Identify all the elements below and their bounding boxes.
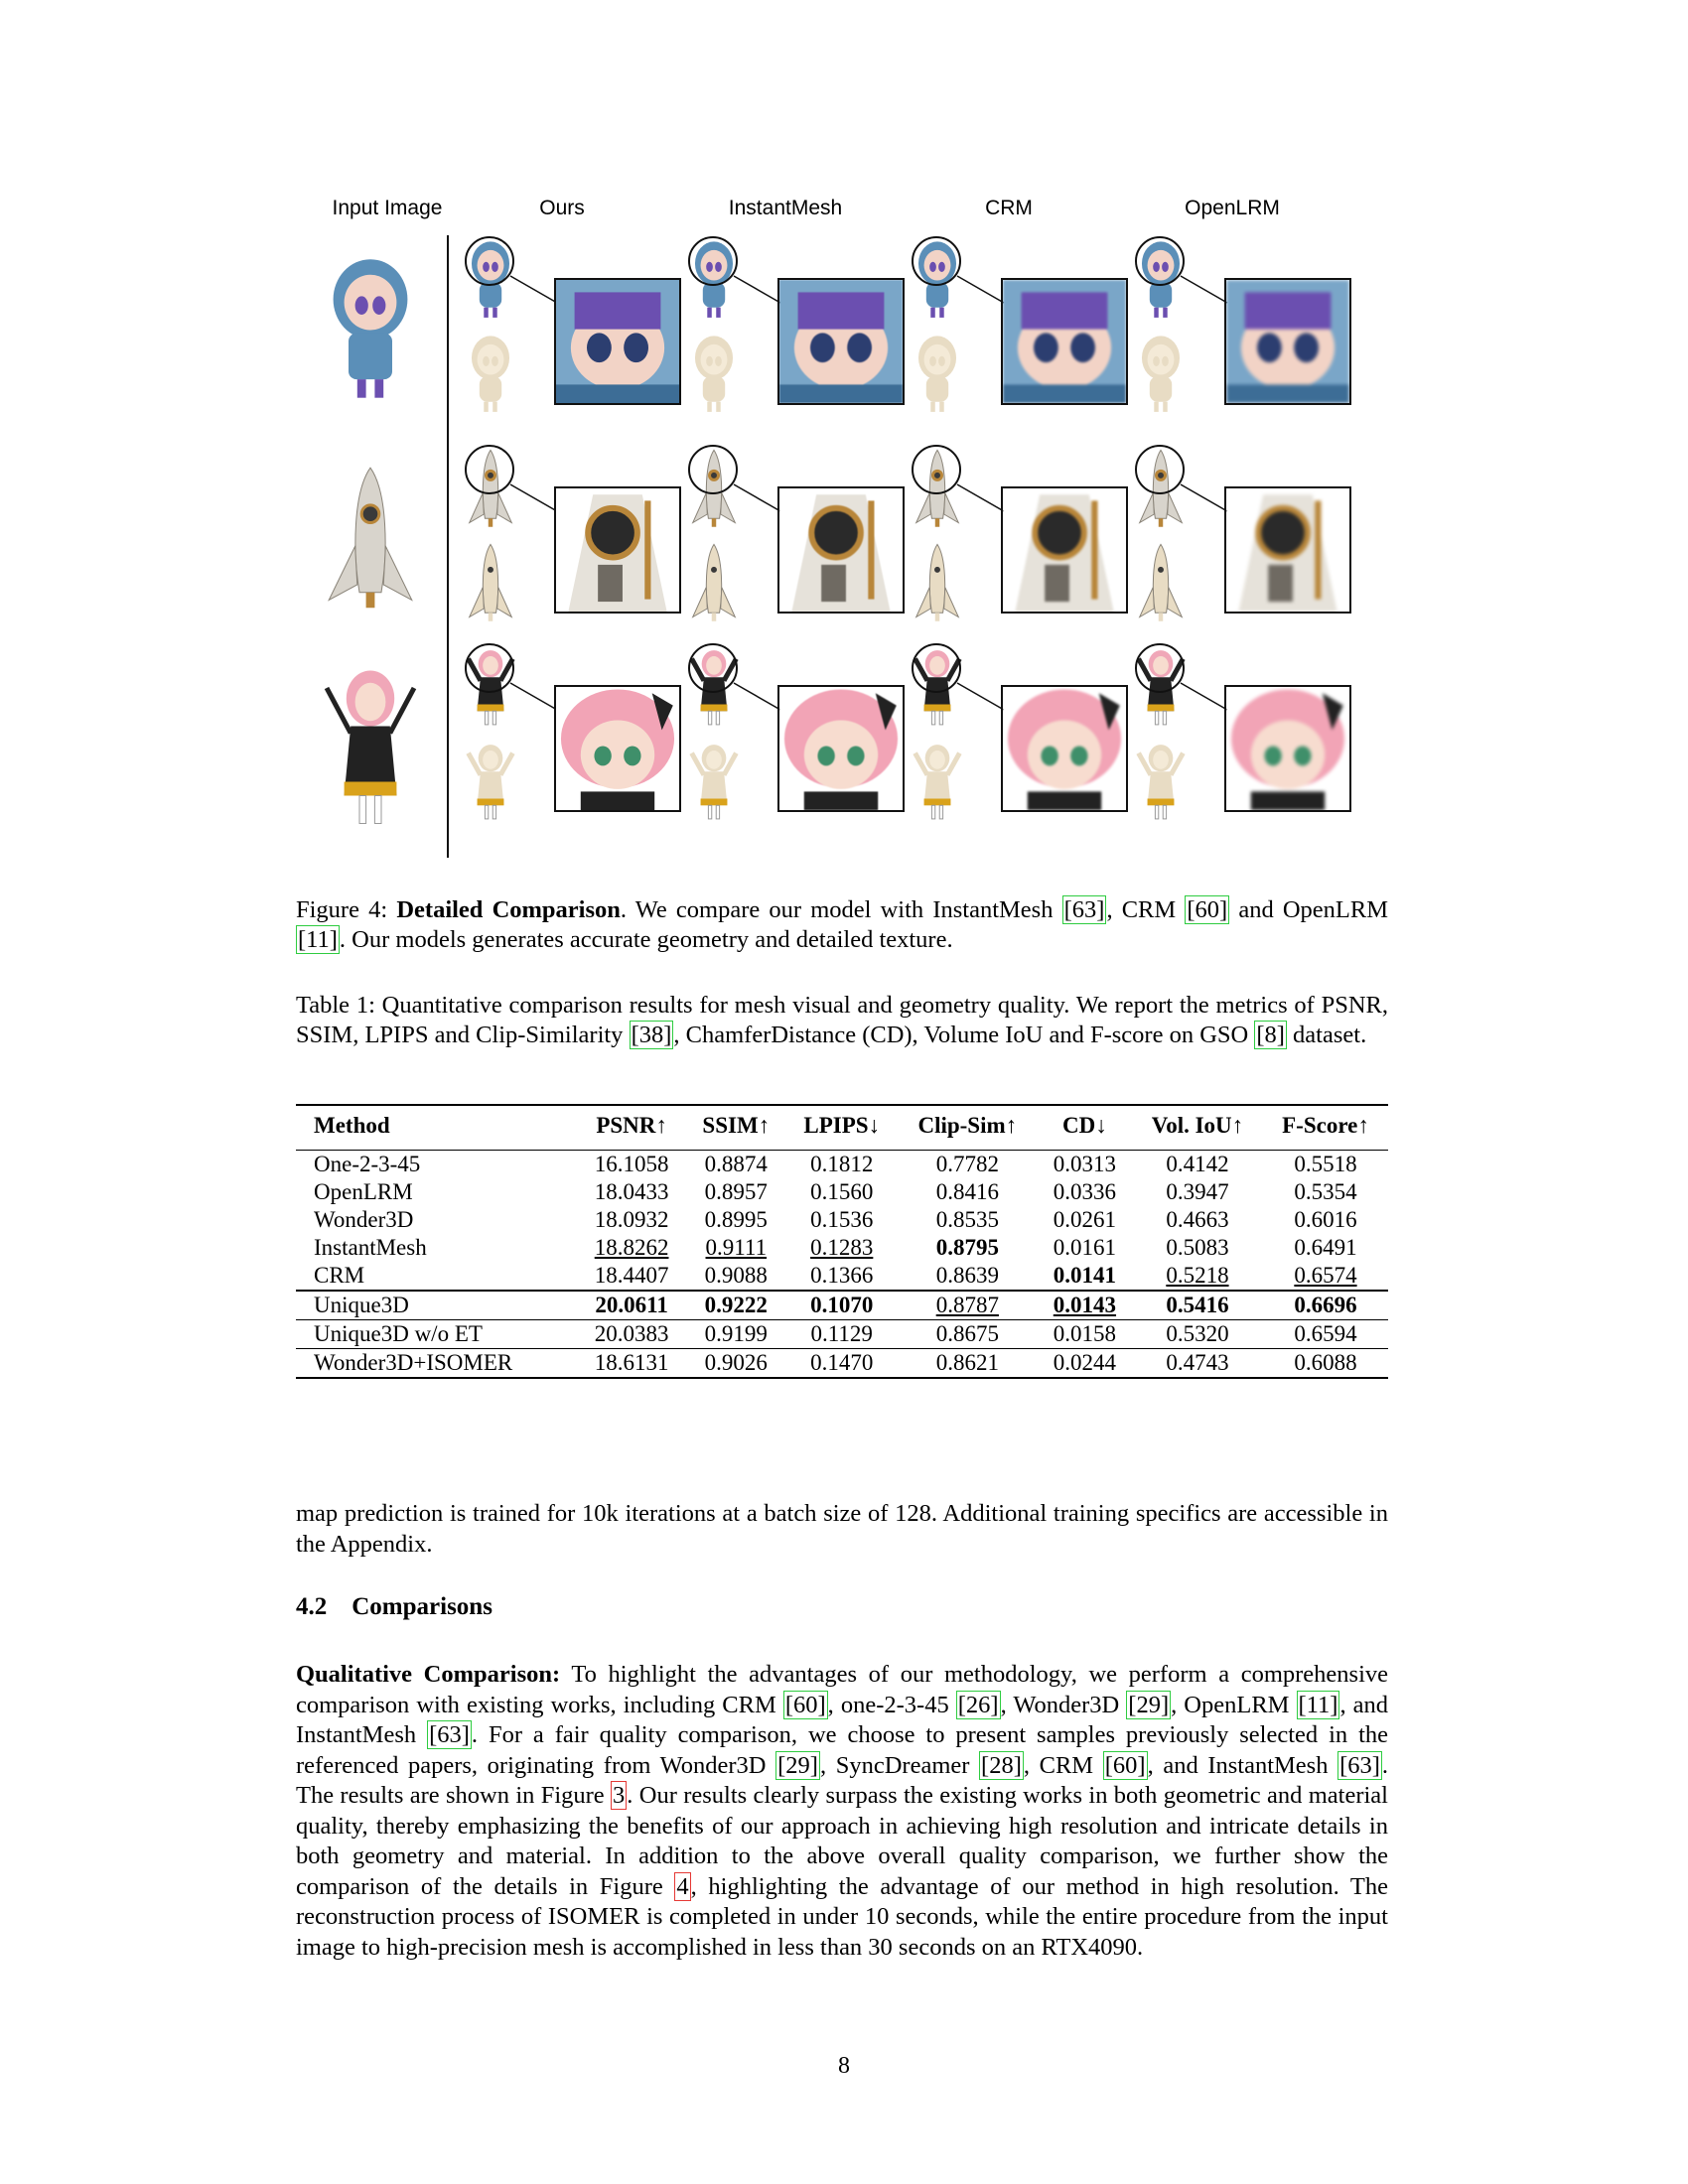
- col-header: Vol. IoU↑: [1151, 1113, 1244, 1138]
- metric-cell: 0.0143: [1053, 1293, 1117, 1317]
- paragraph-text: , CRM: [1023, 1751, 1103, 1779]
- paragraph-text: , and InstantMesh: [296, 1691, 1388, 1748]
- figure-ref-link[interactable]: 3: [613, 1782, 626, 1809]
- metric-cell: 0.6088: [1294, 1350, 1357, 1375]
- header-crm: CRM: [985, 197, 1033, 219]
- metric-cell: 0.6594: [1294, 1321, 1357, 1346]
- metric-cell: 0.8639: [935, 1263, 999, 1288]
- table-row: [296, 1320, 1388, 1349]
- header-ours: Ours: [539, 197, 585, 219]
- citation-link[interactable]: [63]: [1339, 1751, 1380, 1779]
- metric-cell: 18.0932: [594, 1207, 669, 1232]
- zoom-crop-openlrm: [1224, 486, 1351, 614]
- method-cell: Wonder3D+ISOMER: [314, 1350, 513, 1375]
- metric-cell: 0.5083: [1166, 1235, 1229, 1260]
- method-cell: Wonder3D: [314, 1207, 414, 1232]
- paragraph-text: , one-2-3-45: [827, 1691, 956, 1718]
- section-title: Comparisons: [352, 1593, 492, 1620]
- metric-cell: 18.4407: [594, 1263, 669, 1288]
- table-caption: [296, 991, 1388, 1050]
- metric-cell: 0.8675: [935, 1321, 999, 1346]
- metric-cell: 0.0244: [1053, 1350, 1117, 1375]
- metric-cell: 0.5320: [1166, 1321, 1229, 1346]
- paragraph-text: , and InstantMesh: [1147, 1751, 1338, 1779]
- results-table-wrap: [296, 1104, 1388, 1379]
- citation-link[interactable]: [11]: [1298, 1691, 1338, 1718]
- col-header: PSNR↑: [596, 1113, 667, 1138]
- method-cell: One-2-3-45: [314, 1152, 421, 1176]
- method-cell: Unique3D w/o ET: [314, 1321, 483, 1346]
- caption-text: , CRM: [1106, 896, 1186, 923]
- col-header: Method: [314, 1113, 390, 1138]
- metric-cell: 0.4663: [1166, 1207, 1229, 1232]
- method-cell: Unique3D: [314, 1293, 409, 1317]
- paragraph-text: , SyncDreamer: [819, 1751, 980, 1779]
- citation-link[interactable]: [8]: [1256, 1022, 1285, 1048]
- header-openlrm: OpenLRM: [1185, 197, 1280, 219]
- metric-cell: 0.8416: [935, 1179, 999, 1204]
- method-cell: InstantMesh: [314, 1235, 427, 1260]
- metric-cell: 0.0158: [1053, 1321, 1117, 1346]
- metric-cell: 0.8874: [704, 1152, 768, 1176]
- section-heading: [296, 1593, 1388, 1621]
- figure-ref-link[interactable]: 4: [676, 1872, 689, 1900]
- table-row: [296, 1234, 1388, 1262]
- header-instantmesh: InstantMesh: [728, 197, 843, 219]
- paragraph-text: , highlighting the advantage of our method in high resolution. The reconstruction process of ISOMER is completed in under 10 seconds, while the entire procedure from the input image to high-precision mesh is accomplished in less than 30 seconds on an RTX4090.: [296, 1872, 1388, 1961]
- citation-link[interactable]: [63]: [429, 1721, 470, 1748]
- citation-link[interactable]: [28]: [981, 1751, 1022, 1779]
- zoom-crop-openlrm: [1224, 278, 1351, 405]
- metric-cell: 0.8995: [704, 1207, 768, 1232]
- figure-row: [296, 645, 1388, 834]
- col-header: F-Score↑: [1282, 1113, 1369, 1138]
- citation-link[interactable]: [26]: [957, 1691, 999, 1718]
- metric-cell: 18.8262: [594, 1235, 669, 1260]
- table-body: [296, 1151, 1388, 1379]
- figure-caption: [296, 895, 1388, 955]
- method-cell: OpenLRM: [314, 1179, 413, 1204]
- table-row: [296, 1206, 1388, 1234]
- metric-cell: 0.1366: [810, 1263, 874, 1288]
- metric-cell: 0.0313: [1053, 1152, 1117, 1176]
- paragraph-training: map prediction is trained for 10k iterations at a batch size of 128. Additional training specifics are accessible in the Appendix.: [296, 1500, 1388, 1558]
- metric-cell: 0.1560: [810, 1179, 874, 1204]
- col-header: SSIM↑: [702, 1113, 771, 1138]
- col-header: LPIPS↓: [803, 1113, 881, 1138]
- table-row: [296, 1151, 1388, 1179]
- table-row: [296, 1178, 1388, 1206]
- metric-cell: 0.8621: [935, 1350, 999, 1375]
- metric-cell: 0.4142: [1166, 1152, 1229, 1176]
- metric-cell: 0.1470: [810, 1350, 874, 1375]
- metric-cell: 0.1812: [810, 1152, 874, 1176]
- citation-link[interactable]: [29]: [777, 1751, 818, 1779]
- paragraph-text: , Wonder3D: [1000, 1691, 1127, 1718]
- metric-cell: 0.5416: [1166, 1293, 1229, 1317]
- metric-cell: 0.1129: [810, 1321, 873, 1346]
- metric-cell: 0.6016: [1294, 1207, 1357, 1232]
- citation-link[interactable]: [60]: [1187, 896, 1228, 923]
- metric-cell: 0.7782: [935, 1152, 999, 1176]
- metric-cell: 0.5354: [1294, 1179, 1357, 1204]
- metric-cell: 0.9199: [704, 1321, 768, 1346]
- citation-link[interactable]: [60]: [1104, 1751, 1146, 1779]
- caption-text: . Our models generates accurate geometry and detailed texture.: [339, 926, 953, 953]
- figure-4: [296, 189, 1388, 874]
- metric-cell: 0.0161: [1053, 1235, 1117, 1260]
- citation-link[interactable]: [60]: [784, 1691, 826, 1718]
- metric-cell: 0.9222: [704, 1293, 768, 1317]
- metric-cell: 0.6491: [1294, 1235, 1357, 1260]
- paragraph-qualitative: [296, 1660, 1388, 1963]
- paragraph-text: . For a fair quality comparison, we choose to present samples previously selected in the referenced papers, originating from Wonder3D: [296, 1721, 1388, 1779]
- metric-cell: 20.0611: [595, 1293, 668, 1317]
- header-input-image: Input Image: [332, 197, 443, 219]
- metric-cell: 0.8957: [704, 1179, 768, 1204]
- paragraph-text: , OpenLRM: [1171, 1691, 1297, 1718]
- caption-text: and OpenLRM: [1229, 896, 1389, 923]
- metric-cell: 0.8787: [935, 1293, 999, 1317]
- caption-label: Figure 4:: [296, 896, 388, 923]
- page-number: 8: [838, 2053, 850, 2079]
- metric-cell: 0.9026: [704, 1350, 768, 1375]
- table-row: [296, 1349, 1388, 1379]
- caption-text: . We compare our model with InstantMesh: [620, 896, 1062, 923]
- metric-cell: 0.5518: [1294, 1152, 1357, 1176]
- caption-text: dataset.: [1286, 1022, 1367, 1048]
- section-number: 4.2: [296, 1593, 328, 1620]
- metric-cell: 0.1283: [810, 1235, 874, 1260]
- citation-link[interactable]: [11]: [298, 926, 338, 953]
- figure-row: [296, 238, 1388, 427]
- metric-cell: 0.1536: [810, 1207, 874, 1232]
- metric-cell: 0.9088: [704, 1263, 768, 1288]
- metric-cell: 0.0141: [1053, 1263, 1117, 1288]
- metric-cell: 18.6131: [594, 1350, 669, 1375]
- paragraph-text: . Our results clearly surpass the existing works in both geometric and material quality, thereby emphasizing the benefits of our approach in achieving high resolution and intricate details in both geometry and material. In addition to the above overall quality comparison, we further show the comparison of the details in Figure: [296, 1782, 1388, 1900]
- metric-cell: 18.0433: [594, 1179, 669, 1204]
- col-header: CD↓: [1062, 1113, 1107, 1138]
- table-row: [296, 1291, 1388, 1320]
- paragraph-text: To highlight the advantages of our methodology, we perform a comprehensive comparison with existing works, including CRM: [296, 1661, 1389, 1718]
- metric-cell: 16.1058: [594, 1152, 669, 1176]
- figure-row: [296, 447, 1388, 635]
- zoom-crop-openlrm: [1224, 685, 1351, 812]
- metric-cell: 20.0383: [594, 1321, 669, 1346]
- citation-link[interactable]: [29]: [1128, 1691, 1170, 1718]
- metric-cell: 0.6696: [1294, 1293, 1357, 1317]
- metric-cell: 0.0336: [1053, 1179, 1117, 1204]
- results-table: [296, 1104, 1388, 1379]
- metric-cell: 0.8535: [935, 1207, 999, 1232]
- table-header-row: [296, 1105, 1388, 1151]
- paragraph-lead: Qualitative Comparison:: [296, 1661, 561, 1688]
- citation-link[interactable]: [38]: [631, 1022, 672, 1048]
- metric-cell: 0.6574: [1294, 1263, 1357, 1288]
- col-header: Clip-Sim↑: [917, 1113, 1018, 1138]
- metric-cell: 0.8795: [935, 1235, 999, 1260]
- method-cell: CRM: [314, 1263, 365, 1288]
- citation-link[interactable]: [63]: [1063, 896, 1105, 923]
- table-row: [296, 1262, 1388, 1291]
- caption-text: , ChamferDistance (CD), Volume IoU and F-score on GSO: [673, 1022, 1255, 1048]
- metric-cell: 0.1070: [810, 1293, 874, 1317]
- metric-cell: 0.3947: [1166, 1179, 1229, 1204]
- paragraph-text: . The results are shown in Figure: [296, 1751, 1389, 1809]
- metric-cell: 0.0261: [1053, 1207, 1117, 1232]
- caption-text: Table 1: Quantitative comparison results for mesh visual and geometry quality. We report the metrics of PSNR, SSIM, LPIPS and Clip-Similarity: [296, 992, 1388, 1048]
- metric-cell: 0.9111: [705, 1235, 768, 1260]
- metric-cell: 0.5218: [1166, 1263, 1229, 1288]
- caption-title: Detailed Comparison: [396, 896, 621, 923]
- metric-cell: 0.4743: [1166, 1350, 1229, 1375]
